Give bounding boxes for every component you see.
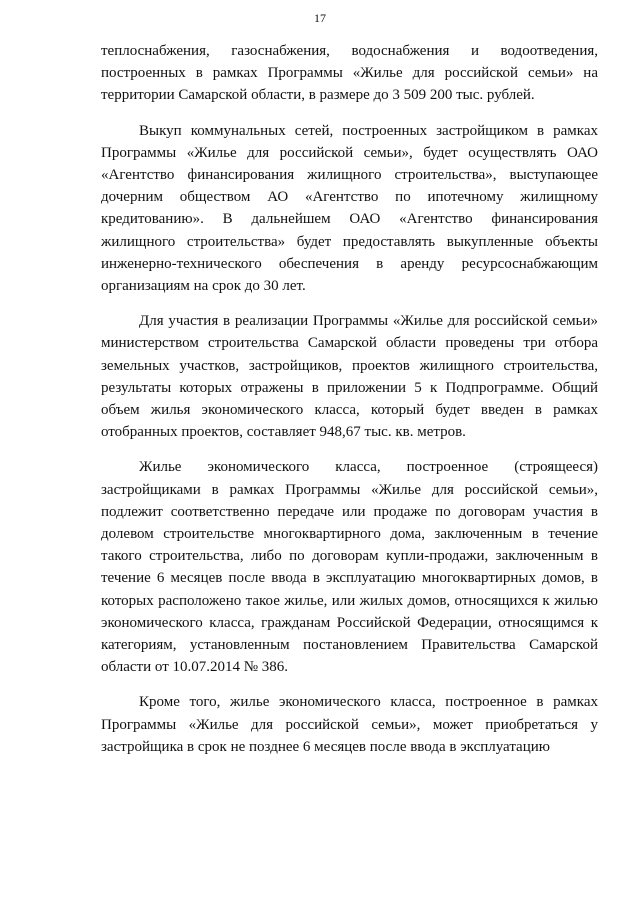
paragraph-housing-transfer: Жилье экономического класса, построенное (строящееся) застройщиками в рамках Программы «Жилье для российской семьи», подлежит соответственно передаче или продаже по договорам участия в долевом строительстве многоквартирного дома, заключенным в течение такого строительства, либо по договорам купли-продажи, заключенным в течение 6 месяцев после ввода в эксплуатацию многоквартирных домов, в которых расположено такое жилье, или жилых домов, относящихся к жилью экономического класса, гражданам Российской Федерации, относящимся к категориям, установленным постановлением Правительства Самарской области от 10.07.2014 № 386. <box>101 459 598 676</box>
paragraph-selection-results: Для участия в реализации Программы «Жилье для российской семьи» министерством строительства Самарской области проведены три отбора земельных участков, застройщиков, проектов жилищного строительства, результаты которых отражены в приложении 5 к Подпрограмме. Общий объем жилья экономического класса, который будет введен в рамках отобранных проектов, составляет 948,67 тыс. кв. метров. <box>101 313 598 441</box>
paragraph-utility-networks: Выкуп коммунальных сетей, построенных застройщиком в рамках Программы «Жилье для российской семьи», будет осуществлять ОАО «Агентство финансирования жилищного строительства», выступающее дочерним обществом АО «Агентство по ипотечному жилищному кредитованию». В дальнейшем ОАО «Агентство финансирования жилищного строительства» будет предоставлять выкупленные объекты инженерно-технического обеспечения в аренду ресурсоснабжающим организациям на срок до 30 лет. <box>101 122 598 295</box>
document-body <box>101 40 598 771</box>
paragraph-additional-purchase: Кроме того, жилье экономического класса, построенное в рамках Программы «Жилье для российской семьи», может приобретаться у застройщика в срок не позднее 6 месяцев после ввода в эксплуатацию <box>101 694 598 755</box>
page-number: 17 <box>314 11 326 25</box>
paragraph-continuation: теплоснабжения, газоснабжения, водоснабжения и водоотведения, построенных в рамках Программы «Жилье для российской семьи» на территории Самарской области, в размере до 3 509 200 тыс. рублей. <box>101 43 598 104</box>
